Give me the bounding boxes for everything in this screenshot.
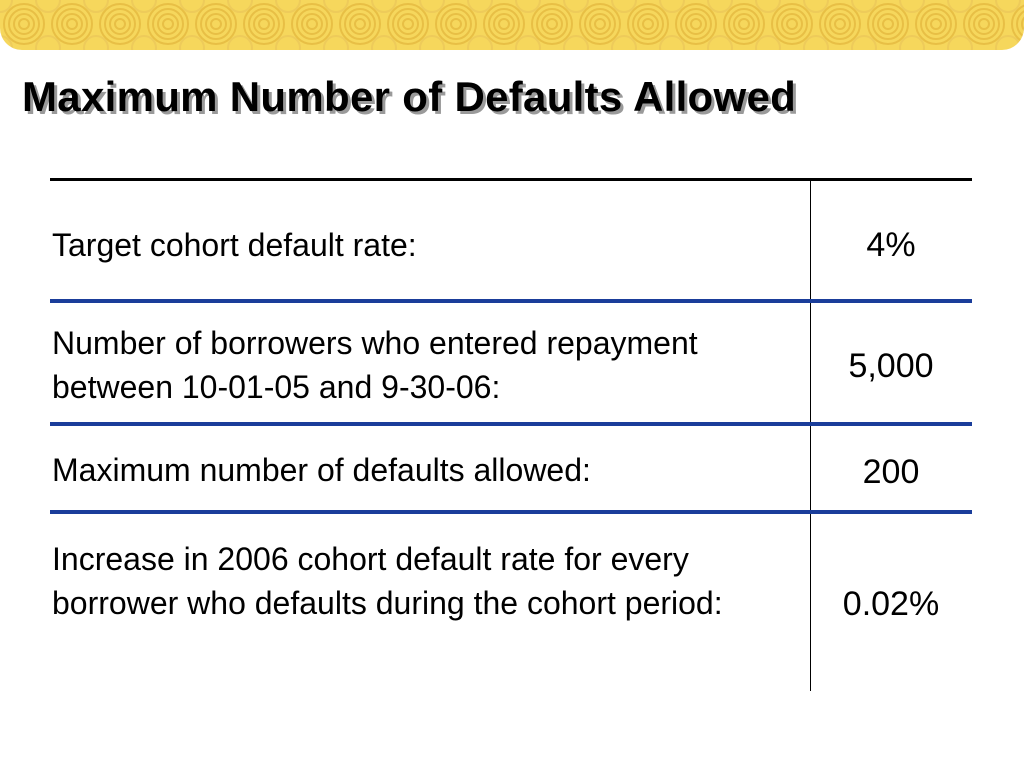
slide-title: Maximum Number of Defaults Allowed [22, 73, 797, 120]
row-value-borrowers: 5,000 [848, 347, 934, 385]
row-value-max-defaults: 200 [862, 453, 920, 491]
swirl-pattern-background [0, 0, 1024, 50]
row-value-rate-increase: 0.02% [842, 585, 940, 623]
row-value-target-rate: 4% [866, 226, 916, 264]
row-label-max-defaults: Maximum number of defaults allowed: [52, 452, 591, 488]
row-divider [50, 422, 972, 426]
row-divider [50, 299, 972, 303]
header-decorative-band [0, 0, 1024, 50]
row-divider [50, 510, 972, 514]
row-label-rate-increase: Increase in 2006 cohort default rate for every borrower who defaults during the cohort period: [52, 541, 723, 621]
table-top-rule [50, 178, 972, 181]
row-label-target-rate: Target cohort default rate: [52, 227, 417, 263]
row-label-borrowers: Number of borrowers who entered repayment between 10-01-05 and 9-30-06: [52, 325, 698, 405]
